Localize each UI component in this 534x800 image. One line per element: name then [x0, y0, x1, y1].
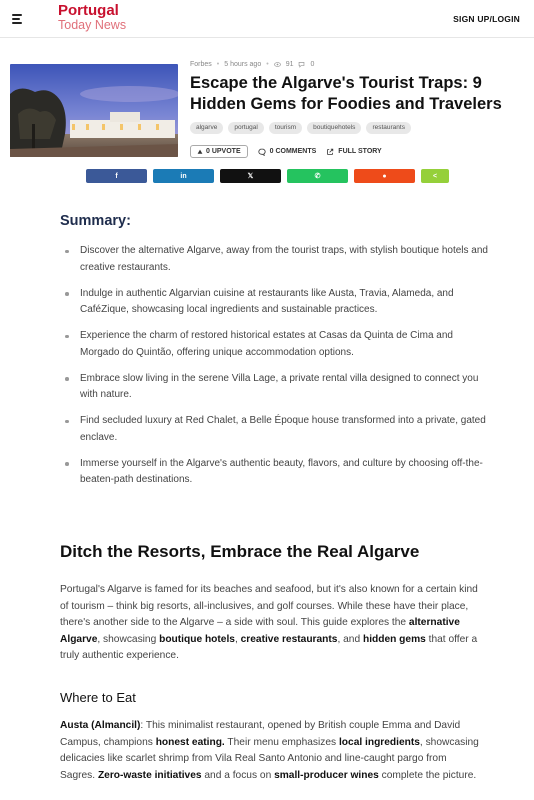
- bold-text: Austa (Almancil): [60, 720, 141, 731]
- share-facebook-button[interactable]: [86, 169, 147, 183]
- summary-item: Indulge in authentic Algarvian cuisine at restaurants like Austa, Travia, Alameda, and CaféZique, showcasing local ingredients and sustainable practices.: [60, 286, 490, 319]
- tag-restaurants[interactable]: restaurants: [366, 122, 411, 134]
- bold-text: Zero-waste initiatives: [97, 769, 202, 781]
- share-icon: <: [432, 172, 438, 180]
- comment-icon: [298, 61, 305, 68]
- article-meta: [190, 61, 314, 68]
- top-header: [0, 0, 534, 38]
- article-thumbnail[interactable]: [10, 64, 178, 157]
- article-title[interactable]: Escape the Algarve's Tourist Traps: 9 Hidden Gems for Foodies and Travelers: [190, 74, 502, 113]
- whatsapp-icon: ✆: [314, 173, 321, 180]
- tag-algarve[interactable]: algarve: [190, 122, 223, 134]
- reddit-icon: ●: [382, 172, 387, 180]
- signup-login-button[interactable]: SIGN UP/LOGIN: [453, 14, 520, 24]
- subsection-heading: Where to Eat: [60, 690, 136, 705]
- comments-count: 0: [310, 61, 315, 68]
- text-run: , showcasing: [97, 633, 160, 645]
- share-reddit-button[interactable]: [354, 169, 415, 183]
- summary-item: Embrace slow living in the serene Villa Lage, a private rental villa designed to connect you with nature.: [60, 371, 490, 404]
- text-run: ,: [234, 633, 241, 645]
- share-linkedin-button[interactable]: [153, 169, 214, 183]
- hamburger-menu-icon[interactable]: [12, 13, 26, 25]
- text-run: , showcasing delicacies like scarlet shrimp from Vila Real Santo Antonio and line-caught pargo from Sagres.: [60, 736, 479, 781]
- text-run: , and: [337, 633, 363, 645]
- full-story-link[interactable]: [326, 148, 381, 156]
- bold-text: creative restaurants: [240, 633, 338, 645]
- tag-tourism[interactable]: tourism: [269, 122, 302, 134]
- linkedin-icon: in: [180, 172, 187, 180]
- share-sharethis-button[interactable]: [421, 169, 449, 183]
- summary-heading: Summary:: [60, 213, 131, 229]
- bold-text: honest eating.: [155, 736, 225, 748]
- text-run: that offer a truly authentic experience.: [60, 633, 478, 661]
- bold-text: local ingredients: [338, 736, 420, 748]
- text-run: Their menu emphasizes: [224, 736, 339, 748]
- text-run: and a focus on: [201, 769, 275, 781]
- share-x-button[interactable]: [220, 169, 281, 183]
- upvote-arrow-icon: [197, 149, 203, 155]
- tag-list: [190, 122, 411, 134]
- bold-text: hidden gems: [362, 633, 426, 645]
- summary-item: Discover the alternative Algarve, away from the tourist traps, with stylish boutique hotels and creative restaurants.: [60, 243, 490, 276]
- summary-item: Immerse yourself in the Algarve's authentic beauty, flavors, and culture by choosing off-the-beaten-path destinations.: [60, 456, 490, 489]
- bold-text: boutique hotels: [159, 633, 235, 645]
- section-heading: Ditch the Resorts, Embrace the Real Algarve: [60, 542, 420, 561]
- comments-label: 0 COMMENTS: [269, 148, 317, 155]
- algarve-building-image: [10, 64, 178, 157]
- share-buttons: [86, 169, 449, 183]
- text-run: : This minimalist restaurant, opened by British couple Emma and David Campus, champions: [60, 720, 461, 748]
- separator-dot: •: [216, 61, 220, 68]
- text-run: complete the picture.: [378, 769, 477, 781]
- source-label[interactable]: Forbes: [190, 61, 212, 68]
- facebook-icon: f: [115, 172, 118, 180]
- views-count: 91: [285, 61, 294, 68]
- comments-button[interactable]: [258, 148, 317, 156]
- tag-portugal[interactable]: portugal: [228, 122, 264, 134]
- text-run: Portugal's Algarve is famed for its beaches and seafood, but it's also known for a certain kind of tourism – think big resorts, all-inclusives, and golf courses. While these have their place, there's another side to the Algarve – a side with soul. This guide explores the: [60, 584, 478, 628]
- x-icon: 𝕏: [247, 173, 254, 180]
- summary-item: Experience the charm of restored historical estates at Casas da Quinta de Cima and Morgado do Quintão, offering unique accommodation options.: [60, 328, 490, 361]
- intro-paragraph: [60, 582, 480, 665]
- comment-bubble-icon: [258, 148, 266, 156]
- share-whatsapp-button[interactable]: [287, 169, 348, 183]
- eye-icon: [274, 61, 281, 68]
- austa-paragraph: [60, 718, 480, 784]
- external-link-icon: [326, 148, 334, 156]
- upvote-button[interactable]: [190, 145, 248, 158]
- full-story-label: FULL STORY: [338, 148, 382, 155]
- tag-boutiquehotels[interactable]: boutiquehotels: [307, 122, 361, 134]
- separator-dot: •: [266, 61, 269, 68]
- bold-text: alternative Algarve: [60, 617, 460, 645]
- time-ago: 5 hours ago: [224, 61, 262, 68]
- logo-portugal: Portugal: [58, 2, 119, 19]
- logo-today-news: Today News: [58, 18, 127, 32]
- site-logo[interactable]: [58, 3, 126, 32]
- article-actions: [190, 145, 382, 158]
- summary-item: Find secluded luxury at Red Chalet, a Belle Époque house transformed into a private, gated enclave.: [60, 413, 490, 446]
- summary-list: [60, 243, 490, 498]
- bold-text: small-producer wines: [274, 769, 379, 781]
- upvote-label: 0 UPVOTE: [206, 148, 241, 155]
